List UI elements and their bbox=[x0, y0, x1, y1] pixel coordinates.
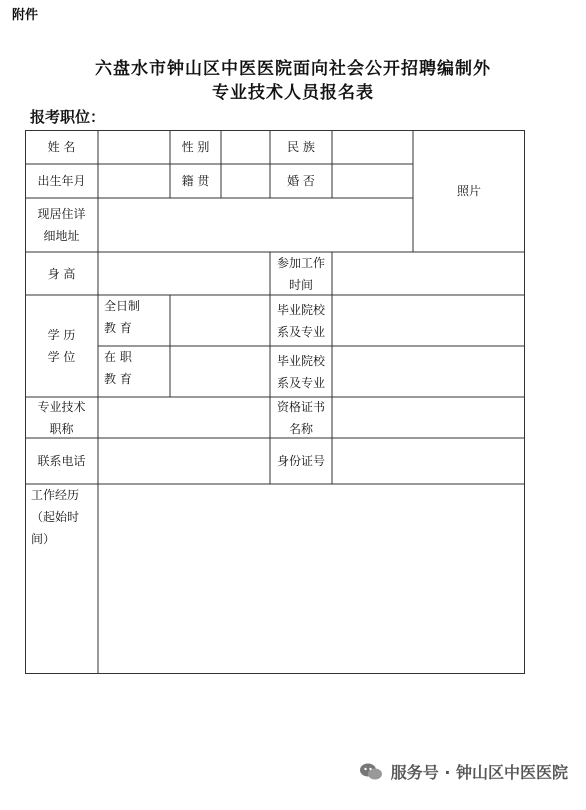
fulltime-school-field[interactable] bbox=[333, 296, 524, 345]
fulltime-edu-field[interactable] bbox=[171, 296, 269, 345]
fulltime-edu-line2: 教 育 bbox=[104, 321, 132, 335]
id-number-field[interactable] bbox=[333, 439, 524, 483]
work-start-label-line1: 参加工作 bbox=[276, 255, 325, 270]
fulltime-edu-label bbox=[98, 295, 170, 346]
education-label-line2: 学 位 bbox=[47, 350, 76, 364]
height-label: 身 高 bbox=[47, 266, 76, 281]
birth-label: 出生年月 bbox=[37, 174, 86, 188]
work-experience-line1: 工作经历 bbox=[31, 488, 80, 502]
certificate-field[interactable] bbox=[333, 398, 524, 437]
work-experience-line2: （起始时 bbox=[31, 510, 80, 524]
certificate-line2: 名称 bbox=[288, 421, 313, 436]
watermark-text: 服务号 · 钟山区中医医院 bbox=[390, 763, 568, 782]
height-field[interactable] bbox=[99, 253, 269, 294]
work-experience-field[interactable] bbox=[99, 485, 524, 673]
registration-form-table bbox=[25, 130, 525, 674]
native-place-field[interactable] bbox=[222, 165, 269, 197]
fulltime-edu-line1: 全日制 bbox=[104, 299, 141, 313]
ethnicity-label: 民 族 bbox=[287, 140, 315, 154]
photo-box[interactable]: 照片 bbox=[456, 184, 481, 198]
native-place-label: 籍 贯 bbox=[181, 174, 210, 188]
parttime-edu-field[interactable] bbox=[171, 347, 269, 396]
gender-label: 性 别 bbox=[181, 140, 210, 154]
professional-title-field[interactable] bbox=[99, 398, 269, 437]
form-title-line1: 六盘水市钟山区中医医院面向社会公开招聘编制外 bbox=[95, 59, 491, 79]
name-field[interactable] bbox=[99, 131, 169, 163]
parttime-school-line1: 毕业院校 bbox=[276, 353, 325, 368]
parttime-edu-label bbox=[98, 346, 170, 397]
form-title-line2: 专业技术人员报名表 bbox=[212, 83, 374, 103]
fulltime-school-line1: 毕业院校 bbox=[276, 302, 325, 317]
watermark bbox=[359, 760, 568, 783]
work-start-label-line2: 时间 bbox=[288, 277, 313, 292]
professional-title-label bbox=[25, 397, 98, 438]
education-label bbox=[25, 295, 98, 397]
position-label: 报考职位： bbox=[30, 108, 106, 126]
work-experience-line3: 间） bbox=[31, 532, 56, 546]
work-start-field[interactable] bbox=[333, 253, 524, 294]
marital-field[interactable] bbox=[333, 165, 412, 197]
address-label-line2: 细地址 bbox=[43, 229, 80, 243]
address-label-line1: 现居住详 bbox=[37, 207, 86, 221]
professional-title-line2: 职称 bbox=[49, 421, 74, 436]
address-field[interactable] bbox=[99, 199, 412, 251]
parttime-school-field[interactable] bbox=[333, 347, 524, 396]
parttime-school-line2: 系及专业 bbox=[276, 375, 325, 390]
parttime-school-label bbox=[270, 346, 332, 397]
fulltime-school-label bbox=[270, 295, 332, 346]
certificate-label bbox=[270, 397, 332, 438]
marital-label: 婚 否 bbox=[287, 174, 315, 188]
address-label bbox=[25, 198, 98, 252]
attachment-label: 附件 bbox=[12, 8, 39, 23]
parttime-edu-line1: 在 职 bbox=[104, 350, 132, 364]
gender-field[interactable] bbox=[222, 131, 269, 163]
ethnicity-field[interactable] bbox=[333, 131, 412, 163]
fulltime-school-line2: 系及专业 bbox=[276, 324, 325, 339]
work-start-label bbox=[270, 252, 332, 295]
birth-field[interactable] bbox=[99, 165, 169, 197]
certificate-line1: 资格证书 bbox=[276, 399, 325, 414]
professional-title-line1: 专业技术 bbox=[37, 399, 86, 414]
wechat-icon bbox=[359, 762, 383, 782]
phone-label: 联系电话 bbox=[37, 454, 86, 468]
phone-field[interactable] bbox=[99, 439, 269, 483]
id-number-label: 身份证号 bbox=[276, 454, 325, 468]
name-label: 姓 名 bbox=[47, 140, 76, 154]
work-experience-label bbox=[25, 484, 98, 674]
parttime-edu-line2: 教 育 bbox=[104, 372, 132, 386]
education-label-line1: 学 历 bbox=[47, 328, 76, 342]
